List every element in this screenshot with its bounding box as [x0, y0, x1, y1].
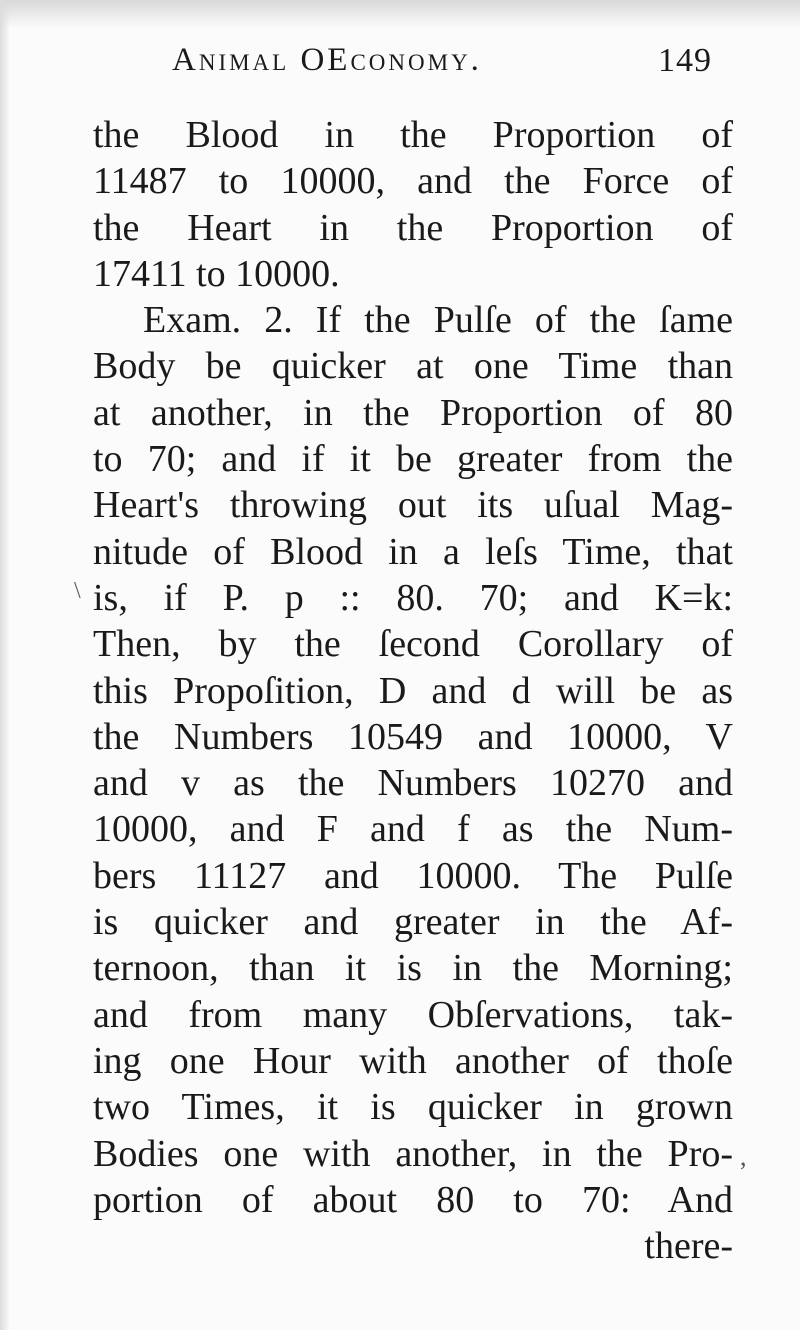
- text-line: is quicker and greater in the Af-: [93, 901, 733, 944]
- running-head: [172, 42, 712, 92]
- margin-mark-left: \: [74, 578, 81, 604]
- text-line: the Heart in the Proportion of: [93, 206, 733, 249]
- text-line: ternoon, than it is in the Morning;: [93, 947, 733, 990]
- text-line: nitude of Blood in a leſs Time, that: [93, 530, 733, 573]
- text-line: and v as the Numbers 10270 and: [93, 762, 733, 805]
- text-line: Then, by the ſecond Corollary of: [93, 623, 733, 666]
- text-line: is, if P. p :: 80. 70; and K=k:: [93, 576, 733, 619]
- margin-mark-right: ,: [740, 1142, 747, 1171]
- text-line: the Numbers 10549 and 10000, V: [93, 715, 733, 758]
- text-line: Exam. 2. If the Pulſe of the ſame: [143, 299, 733, 342]
- running-head-title: Animal OEconomy.: [172, 42, 482, 78]
- text-line: the Blood in the Proportion of: [93, 114, 733, 156]
- text-line: two Times, it is quicker in grown: [93, 1086, 733, 1129]
- text-line: Body be quicker at one Time than: [93, 345, 733, 388]
- text-line: Heart's throwing out its uſual Mag-: [93, 484, 733, 527]
- text-line: portion of about 80 to 70: And: [93, 1178, 733, 1221]
- text-line: bers 11127 and 10000. The Pulſe: [93, 854, 733, 897]
- text-line: 17411 to 10000.: [93, 252, 340, 295]
- text-line: ing one Hour with another of thoſe: [93, 1039, 733, 1082]
- scan-shadow-top: [0, 0, 800, 28]
- text-line: at another, in the Proportion of 80: [93, 391, 733, 434]
- page-number: 149: [658, 42, 712, 79]
- text-line: Bodies one with another, in the Pro-: [93, 1132, 733, 1175]
- text-line: 11487 to 10000, and the Force of: [93, 160, 733, 203]
- text-line: and from many Obſervations, tak-: [93, 993, 733, 1036]
- text-line: to 70; and if it be greater from the: [93, 438, 733, 481]
- scan-shadow-left: [0, 0, 10, 1330]
- text-line: this Propoſition, D and d will be as: [93, 669, 733, 712]
- text-line: 10000, and F and f as the Num-: [93, 808, 733, 851]
- catchword: there-: [644, 1225, 733, 1268]
- body-text: [93, 112, 733, 1269]
